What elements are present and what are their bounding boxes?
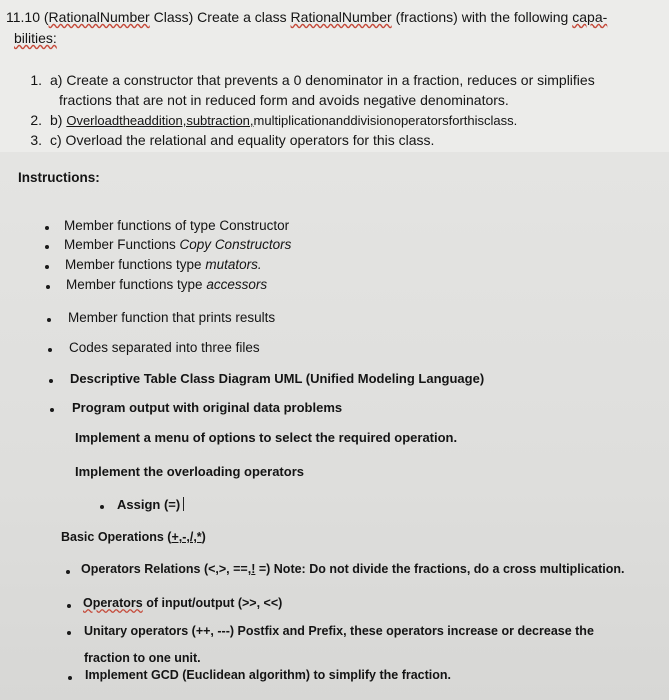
io-item: Operators of input/output (>>, <<): [83, 596, 283, 610]
member-item-2: Member Functions Copy Constructors: [64, 237, 292, 252]
menu-item: Implement a menu of options to select the required operation.: [75, 430, 458, 445]
bullet-dot: [67, 604, 71, 608]
instructions-heading: Instructions:: [18, 170, 100, 185]
bullet-dot: [45, 245, 49, 249]
item-text: multiplicationanddivisionoperatorsforthisclass.: [253, 113, 518, 128]
member-item-3: Member functions type mutators.: [65, 257, 262, 272]
page-background: [0, 152, 669, 700]
bullet-dot: [66, 570, 70, 574]
item-number: 3.: [30, 132, 42, 148]
member-item-4: Member functions type accessors: [66, 277, 268, 292]
numbered-item-3: [20, 130, 434, 150]
text-cursor: [183, 497, 184, 511]
item-prefix: b): [50, 112, 67, 128]
member-item-5: Member function that prints results: [68, 310, 276, 325]
numbered-item-1-cont: [59, 90, 509, 110]
numbered-item-1: [20, 70, 595, 90]
unitary-item-cont: fraction to one unit.: [84, 651, 201, 665]
bullet-dot: [48, 348, 52, 352]
problem-prefix: 11.10 (: [6, 9, 49, 25]
item-text: c) Overload the relational and equality operators for this class.: [50, 132, 435, 148]
problem-suffix: (fractions) with the following: [391, 9, 573, 25]
item-number: 2.: [30, 112, 42, 128]
problem-middle: Class) Create a class: [149, 9, 291, 25]
bullet-dot: [100, 505, 104, 509]
member-item-1: Member functions of type Constructor: [64, 218, 290, 233]
bullet-dot: [67, 631, 71, 635]
assign-item: Assign (=): [117, 497, 184, 512]
bullet-dot: [46, 285, 50, 289]
basic-ops-item: Basic Operations (+,-,/,*): [61, 530, 206, 544]
member-item-6: Codes separated into three files: [69, 340, 260, 355]
problem-title: [6, 7, 607, 27]
problem-bilities: bilities:: [14, 30, 57, 46]
numbered-item-2: [20, 110, 517, 131]
problem-title-cont: [14, 28, 57, 48]
bullet-dot: [45, 265, 49, 269]
bullet-dot: [68, 676, 72, 680]
unitary-item: Unitary operators (++, ---) Postfix and Prefix, these operators increase or decrease the: [84, 624, 594, 638]
class-name-2: RationalNumber: [290, 9, 392, 25]
output-item: Program output with original data problems: [72, 400, 343, 415]
bullet-dot: [45, 226, 49, 230]
gcd-item: Implement GCD (Euclidean algorithm) to simplify the fraction.: [85, 668, 452, 682]
relations-item: Operators Relations (<,>, ==,! =) Note: Do not divide the fractions, do a cross multiplication.: [81, 562, 625, 576]
problem-capa: capa-: [572, 9, 608, 25]
bullet-dot: [47, 318, 51, 322]
bullet-dot: [49, 379, 53, 383]
class-name-1: RationalNumber: [48, 9, 150, 25]
uml-item: Descriptive Table Class Diagram UML (Unified Modeling Language): [70, 371, 485, 386]
overload-item: Implement the overloading operators: [75, 464, 304, 479]
bullet-dot: [50, 408, 54, 412]
item-number: 1.: [30, 72, 42, 88]
item-text: a) Create a constructor that prevents a 0 denominator in a fraction, reduces or simplifies: [50, 72, 595, 88]
item-text: fractions that are not in reduced form and avoids negative denominators.: [59, 92, 509, 108]
item-underlined: Overloadtheaddition,subtraction,: [66, 113, 254, 128]
